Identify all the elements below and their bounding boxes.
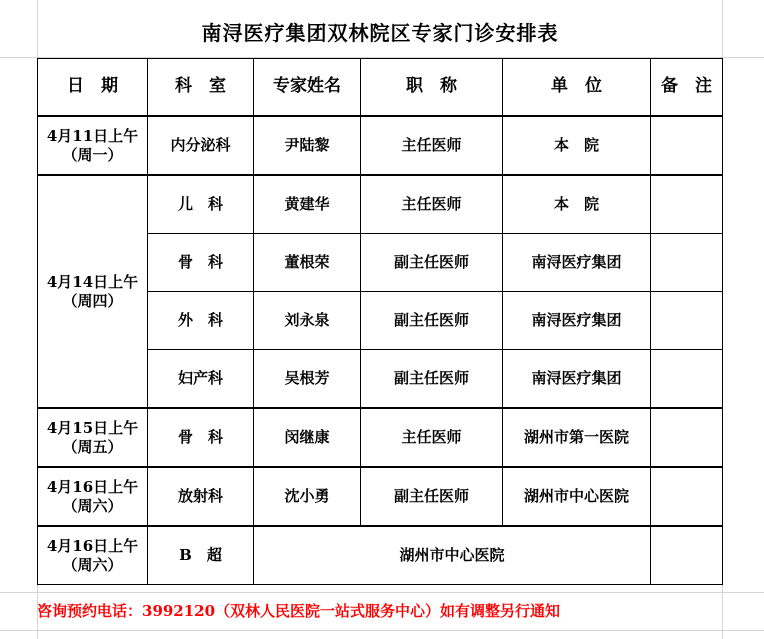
unit-cell: 湖州市中心医院: [503, 467, 651, 526]
title-cell: 副主任医师: [361, 467, 503, 526]
header-unit: 单 位: [503, 59, 651, 117]
title-cell: 主任医师: [361, 408, 503, 467]
weekday-text: （周一）: [62, 145, 123, 164]
weekday-text: （周六）: [62, 496, 123, 515]
weekday-text: （周四）: [62, 291, 123, 310]
expert-cell: 董根荣: [254, 234, 361, 292]
header-row: [38, 59, 723, 117]
expert-cell: 刘永泉: [254, 292, 361, 350]
title-cell: 主任医师: [361, 175, 503, 234]
table-row: [38, 408, 723, 467]
header-date: 日 期: [38, 59, 148, 117]
header-expert: 专家姓名: [254, 59, 361, 117]
note-cell: [651, 350, 723, 409]
unit-cell: 南浔医疗集团: [503, 350, 651, 409]
note-cell: [651, 175, 723, 234]
title-cell: 副主任医师: [361, 292, 503, 350]
date-text: 4月15日上午: [46, 418, 139, 437]
dept-cell: 外 科: [148, 292, 254, 350]
note-cell: [651, 292, 723, 350]
weekday-text: （周六）: [62, 555, 123, 574]
date-cell: [38, 467, 148, 526]
note-cell: [651, 467, 723, 526]
dept-cell: 儿 科: [148, 175, 254, 234]
expert-cell: 闵继康: [254, 408, 361, 467]
dept-cell: B 超: [148, 526, 254, 585]
schedule-table: [37, 58, 723, 585]
unit-cell: 湖州市第一医院: [503, 408, 651, 467]
date-text: 4月14日上午: [46, 272, 139, 291]
header-note: 备 注: [651, 59, 723, 117]
dept-cell: 骨 科: [148, 234, 254, 292]
expert-cell: 沈小勇: [254, 467, 361, 526]
expert-cell: 尹陆黎: [254, 116, 361, 175]
note-cell: [651, 526, 723, 585]
header-dept: 科 室: [148, 59, 254, 117]
title-cell: 主任医师: [361, 116, 503, 175]
table-row: [38, 175, 723, 234]
dept-cell: 骨 科: [148, 408, 254, 467]
date-cell: [38, 408, 148, 467]
date-cell: [38, 526, 148, 585]
unit-cell: 本 院: [503, 116, 651, 175]
dept-cell: 放射科: [148, 467, 254, 526]
note-cell: [651, 408, 723, 467]
unit-cell: 南浔医疗集团: [503, 234, 651, 292]
table-row: [38, 526, 723, 585]
contact-notice: 咨询预约电话：3992120（双林人民医院一站式服务中心）如有调整另行通知: [37, 601, 561, 620]
merged-unit-cell: 湖州市中心医院: [254, 526, 651, 585]
table-row: [38, 467, 723, 526]
dept-cell: 内分泌科: [148, 116, 254, 175]
expert-cell: 吴根芳: [254, 350, 361, 409]
date-text: 4月16日上午: [46, 536, 139, 555]
expert-cell: 黄建华: [254, 175, 361, 234]
dept-cell: 妇产科: [148, 350, 254, 409]
unit-cell: 本 院: [503, 175, 651, 234]
unit-cell: 南浔医疗集团: [503, 292, 651, 350]
note-cell: [651, 234, 723, 292]
page-title: 南浔医疗集团双林院区专家门诊安排表: [201, 20, 559, 45]
title-cell: 副主任医师: [361, 350, 503, 409]
date-text: 4月11日上午: [46, 126, 139, 145]
table-row: [38, 116, 723, 175]
note-cell: [651, 116, 723, 175]
date-text: 4月16日上午: [46, 477, 139, 496]
title-cell: 副主任医师: [361, 234, 503, 292]
date-cell: [38, 175, 148, 408]
weekday-text: （周五）: [62, 437, 123, 456]
date-cell: [38, 116, 148, 175]
header-title: 职 称: [361, 59, 503, 117]
